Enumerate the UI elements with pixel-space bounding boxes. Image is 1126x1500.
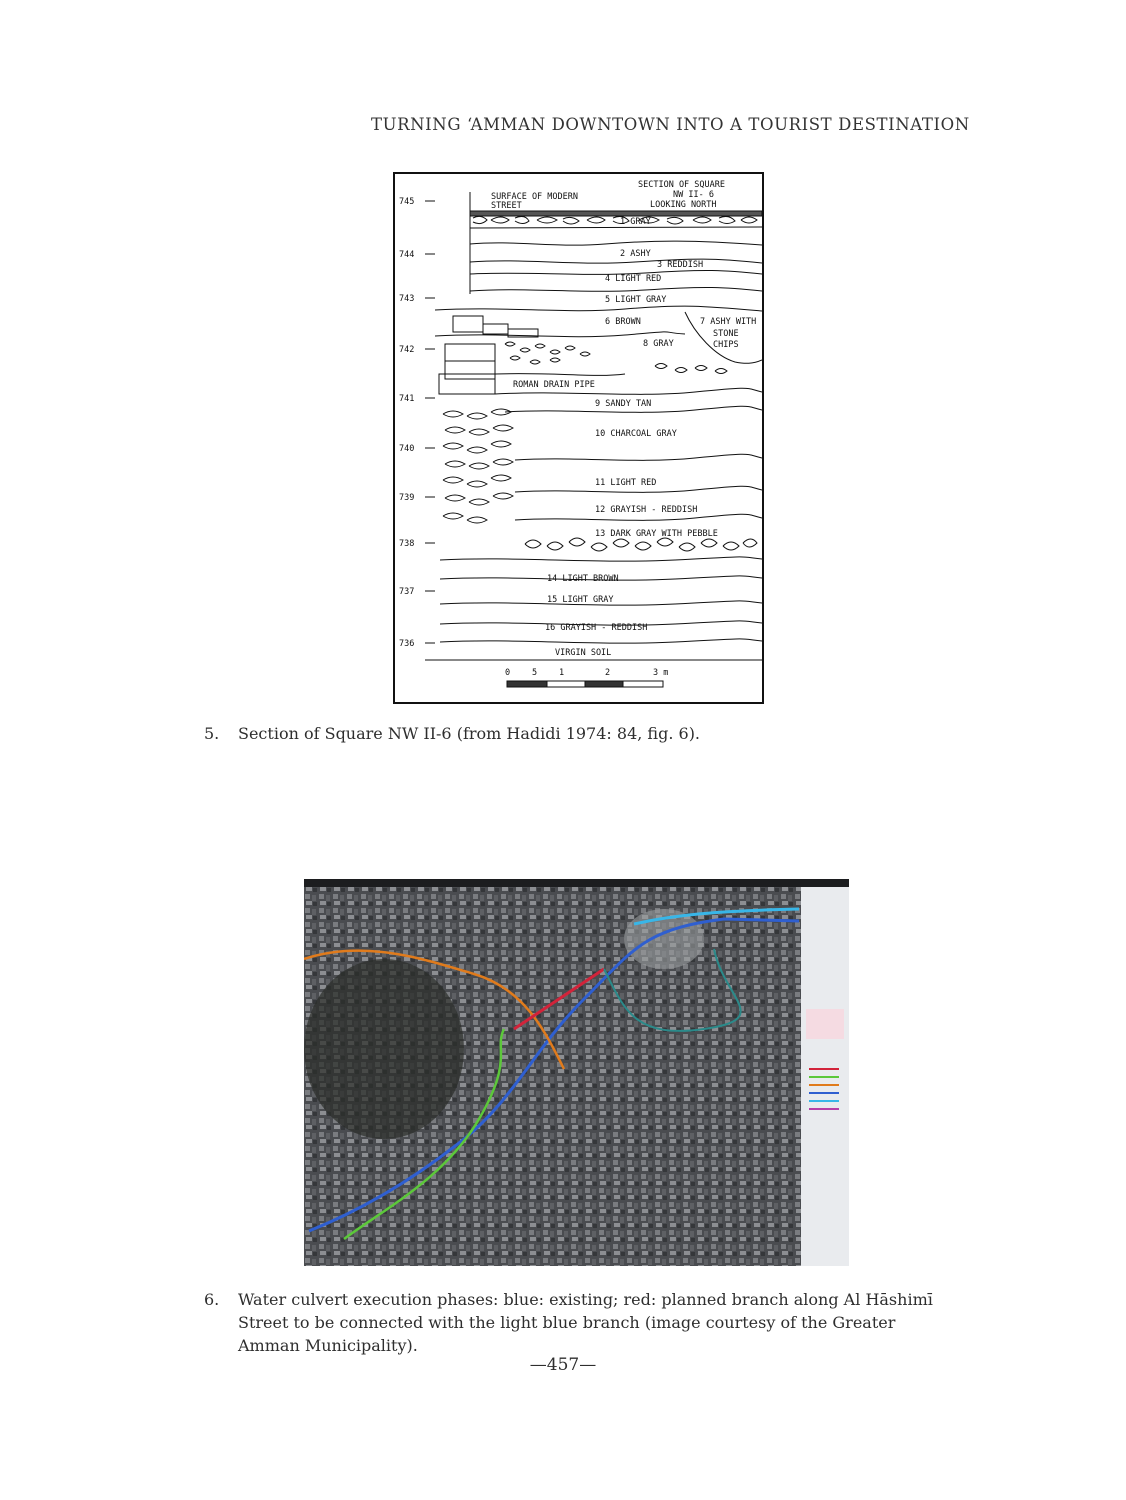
figure5-caption-number: 5. — [204, 724, 220, 743]
elevation-label: 739 — [399, 493, 415, 503]
layer-label: 3 REDDISH — [657, 260, 704, 270]
layer-label: 14 LIGHT BROWN — [547, 574, 619, 584]
elevation-label: 745 — [399, 197, 415, 207]
running-head: TURNING ‘AMMAN DOWNTOWN INTO A TOURIST DESTINATION — [371, 115, 970, 134]
layer-label: 9 SANDY TAN — [595, 399, 652, 409]
layer-label: 13 DARK GRAY WITH PEBBLE — [595, 529, 718, 539]
layer-label: 11 LIGHT RED — [595, 478, 657, 488]
layer-label: 6 BROWN — [605, 317, 641, 327]
stratigraphic-section-figure — [393, 172, 764, 704]
scale-label: 3 m — [653, 668, 669, 678]
layer-label: 8 GRAY — [643, 339, 674, 349]
figure6-caption-number: 6. — [204, 1290, 220, 1309]
figure5-caption — [204, 722, 964, 746]
elevation-label: 737 — [399, 587, 415, 597]
layer-label: ROMAN DRAIN PIPE — [513, 380, 595, 390]
figure6-caption-text: Water culvert execution phases: blue: existing; red: planned branch along Al Hāshimī Street to be connected with the light blue branch (image courtesy of the Greater Amman Municipality). — [238, 1290, 933, 1355]
figure6-caption — [204, 1288, 964, 1355]
layer-label: 4 LIGHT RED — [605, 274, 662, 284]
surface-label-line-2: STREET — [491, 201, 522, 211]
layer-label: 15 LIGHT GRAY — [547, 595, 614, 605]
figure5-caption-text: Section of Square NW II-6 (from Hadidi 1974: 84, fig. 6). — [238, 724, 701, 743]
section-title-line-1: SECTION OF SQUARE — [638, 180, 725, 190]
elevation-label: 742 — [399, 345, 415, 355]
scale-label: 0 — [505, 668, 511, 678]
elevation-label: 738 — [399, 539, 415, 549]
scale-label: 2 — [605, 668, 611, 678]
section-title-line-2: NW II- 6 — [673, 190, 714, 200]
layer-label: 2 ASHY — [620, 249, 651, 259]
elevation-label: 743 — [399, 294, 415, 304]
layer-label: 16 GRAYISH - REDDISH — [545, 623, 648, 633]
layer-label: VIRGIN SOIL — [555, 648, 612, 658]
elevation-label: 736 — [399, 639, 415, 649]
elevation-label: 740 — [399, 444, 415, 454]
page-number: —457— — [529, 1355, 597, 1375]
scale-label: 5 — [532, 668, 538, 678]
elevation-label: 744 — [399, 250, 415, 260]
layer-label: STONE — [713, 329, 739, 339]
layer-label: CHIPS — [713, 340, 739, 350]
surface-label-line-1: SURFACE OF MODERN — [491, 192, 578, 202]
elevation-label: 741 — [399, 394, 415, 404]
layer-label: 5 LIGHT GRAY — [605, 295, 667, 305]
layer-label: 1 GRAY — [620, 217, 651, 227]
layer-label: 7 ASHY WITH — [700, 317, 757, 327]
section-title-line-3: LOOKING NORTH — [650, 200, 717, 210]
layer-label: 12 GRAYISH - REDDISH — [595, 505, 698, 515]
scale-label: 1 — [559, 668, 565, 678]
layer-label: 10 CHARCOAL GRAY — [595, 429, 677, 439]
culvert-map-photo — [304, 879, 849, 1266]
